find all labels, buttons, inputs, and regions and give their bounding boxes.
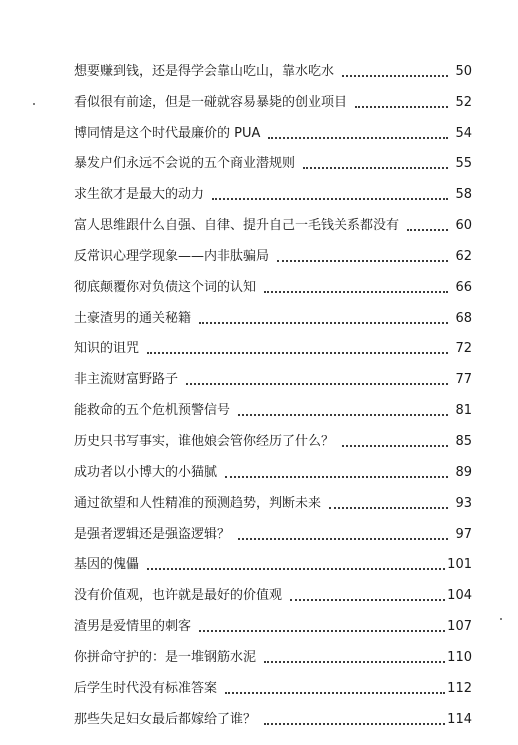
toc-entry-page: 72 (455, 341, 472, 357)
toc-entry[interactable] (74, 419, 472, 450)
table-of-contents (74, 49, 472, 728)
toc-entry[interactable] (74, 357, 472, 388)
toc-entry[interactable] (74, 512, 472, 543)
toc-entry-page: 66 (455, 279, 472, 295)
toc-entry[interactable] (74, 543, 472, 574)
toc-entry-page: 85 (455, 433, 472, 449)
toc-entry-page: 52 (455, 94, 472, 110)
toc-entry-title: 是强者逻辑还是强盗逻辑？ (74, 526, 231, 542)
toc-entry-page: 77 (455, 372, 472, 388)
toc-entry[interactable] (74, 265, 472, 296)
dot-leader (342, 445, 448, 447)
toc-entry-page: 55 (455, 156, 472, 172)
dot-leader (186, 383, 448, 385)
dot-leader (290, 599, 445, 601)
toc-entry-page: 93 (455, 495, 472, 511)
toc-entry-page: 107 (447, 619, 472, 635)
toc-entry-title: 基因的傀儡 (74, 557, 140, 573)
dot-leader (264, 723, 445, 725)
scan-speck (500, 618, 502, 620)
toc-entry[interactable] (74, 666, 472, 697)
dot-leader (147, 568, 445, 570)
toc-entry-page: 97 (455, 526, 472, 542)
toc-entry-title: 想要赚到钱，还是得学会靠山吃山，靠水吃水 (74, 63, 335, 79)
dot-leader (329, 507, 448, 509)
toc-entry-title: 历史只书写事实，谁他娘会管你经历了什么？ (74, 433, 335, 449)
toc-entry-page: 112 (447, 680, 472, 696)
toc-entry-title: 你拼命守护的：是一堆钢筋水泥 (74, 649, 257, 665)
toc-entry[interactable] (74, 80, 472, 111)
toc-entry-title: 没有价值观，也许就是最好的价值观 (74, 588, 283, 604)
dot-leader (268, 137, 448, 139)
dot-leader (238, 414, 448, 416)
toc-entry[interactable] (74, 388, 472, 419)
toc-entry-title: 暴发户们永远不会说的五个商业潜规则 (74, 156, 296, 172)
dot-leader (147, 352, 448, 354)
dot-leader (303, 167, 448, 169)
toc-entry-title: 能救命的五个危机预警信号 (74, 403, 231, 419)
toc-entry-title: 后学生时代没有标准答案 (74, 680, 218, 696)
toc-entry[interactable] (74, 604, 472, 635)
toc-entry-page: 101 (447, 557, 472, 573)
toc-entry[interactable] (74, 203, 472, 234)
toc-entry-title: 通过欲望和人性精准的预测趋势，判断未来 (74, 495, 322, 511)
dot-leader (199, 322, 448, 324)
toc-entry-title: 渣男是爱情里的刺客 (74, 619, 192, 635)
toc-entry-page: 68 (455, 310, 472, 326)
toc-entry[interactable] (74, 327, 472, 358)
toc-entry-page: 81 (455, 403, 472, 419)
toc-entry-title: 看似很有前途，但是一碰就容易暴毙的创业项目 (74, 94, 348, 110)
dot-leader (407, 229, 448, 231)
toc-entry-title: 那些失足妇女最后都嫁给了谁？ (74, 711, 257, 727)
toc-entry[interactable] (74, 49, 472, 80)
toc-entry[interactable] (74, 234, 472, 265)
dot-leader (212, 198, 448, 200)
toc-entry-page: 110 (447, 649, 472, 665)
toc-entry-page: 114 (447, 711, 472, 727)
dot-leader (355, 106, 448, 108)
toc-entry-title: 博同情是这个时代最廉价的 PUA (74, 125, 261, 141)
dot-leader (264, 291, 448, 293)
toc-entry-page: 60 (455, 218, 472, 234)
toc-entry[interactable] (74, 296, 472, 327)
toc-entry-title: 彻底颠覆你对负债这个词的认知 (74, 279, 257, 295)
toc-entry[interactable] (74, 450, 472, 481)
dot-leader (225, 476, 448, 478)
toc-entry-title: 富人思维跟什么自强、自律、提升自己一毛钱关系都没有 (74, 218, 400, 234)
dot-leader (277, 260, 448, 262)
toc-entry[interactable] (74, 142, 472, 173)
toc-entry-title: 土豪渣男的通关秘籍 (74, 310, 192, 326)
toc-entry[interactable] (74, 635, 472, 666)
dot-leader (264, 661, 445, 663)
toc-entry-title: 非主流财富野路子 (74, 372, 179, 388)
toc-entry-page: 54 (455, 125, 472, 141)
toc-entry-page: 50 (455, 63, 472, 79)
toc-entry[interactable] (74, 573, 472, 604)
toc-entry-page: 62 (455, 248, 472, 264)
dot-leader (238, 538, 448, 540)
toc-entry-page: 89 (455, 464, 472, 480)
dot-leader (225, 692, 445, 694)
scan-speck (33, 103, 35, 105)
toc-entry[interactable] (74, 481, 472, 512)
toc-entry-page: 58 (455, 187, 472, 203)
toc-entry[interactable] (74, 172, 472, 203)
toc-entry-title: 反常识心理学现象——内非肽骗局 (74, 248, 270, 264)
toc-entry-title: 求生欲才是最大的动力 (74, 187, 205, 203)
toc-entry-page: 104 (447, 588, 472, 604)
toc-entry-title: 成功者以小博大的小猫腻 (74, 464, 218, 480)
toc-entry[interactable] (74, 111, 472, 142)
toc-entry-title: 知识的诅咒 (74, 341, 140, 357)
dot-leader (342, 75, 448, 77)
toc-entry[interactable] (74, 697, 472, 728)
dot-leader (199, 630, 445, 632)
